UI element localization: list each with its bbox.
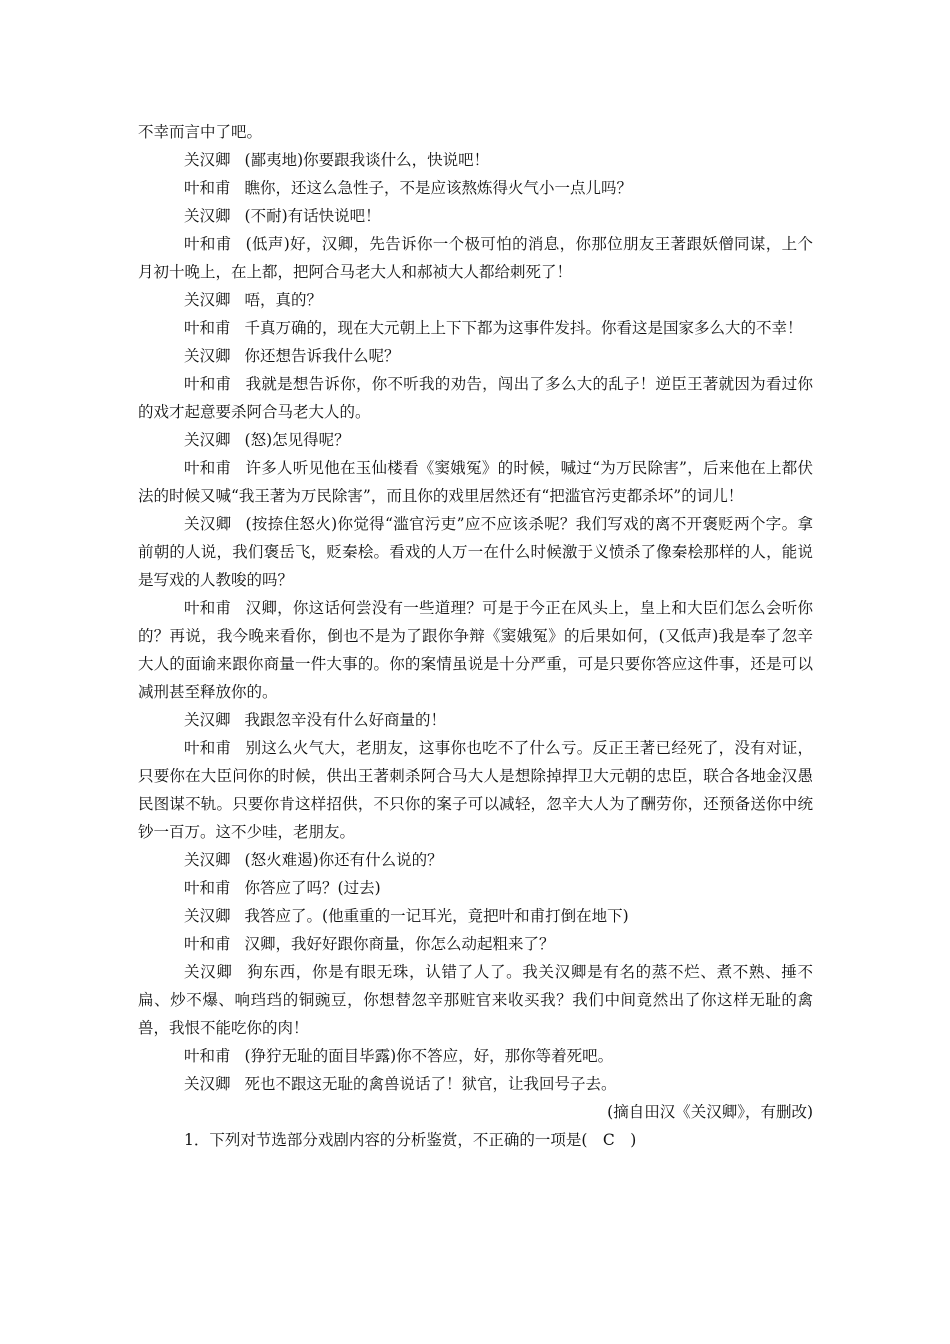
dialogue-line [138, 874, 813, 902]
line-text: 你答应了吗？(过去) [244, 879, 381, 897]
dialogue-line [138, 174, 813, 202]
line-text: 狗东西，你是有眼无珠，认错了人了。我关汉卿是有名的蒸不烂、煮不熟、捶不扁、炒不爆、响珰珰的铜豌豆，你想替忽辛那赃官来收买我？我们中间竟然出了你这样无耻的禽兽，我恨不能吃你的肉！ [138, 963, 813, 1037]
dialogue-line [138, 454, 813, 510]
dialogue-line [138, 426, 813, 454]
dialogue-line [138, 342, 813, 370]
line-text: 我跟忽辛没有什么好商量的！ [244, 711, 447, 729]
line-text: 许多人听见他在玉仙楼看《窦娥冤》的时候，喊过“为万民除害”，后来他在上都伏法的时候又喊“我王著为万民除害”，而且你的戏里居然还有“把滥官污吏都杀坏”的词儿！ [138, 459, 813, 505]
speaker-name: 关汉卿 [184, 1075, 231, 1093]
line-text: (按捺住怒火)你觉得“滥官污吏”应不应该杀呢？我们写戏的离不开褒贬两个字。拿前朝的人说，我们褒岳飞，贬秦桧。看戏的人万一在什么时候激于义愤杀了像秦桧那样的人，能说是写戏的人教唆的吗？ [138, 515, 813, 589]
source-citation: (摘自田汉《关汉卿》，有删改) [607, 1103, 813, 1121]
line-text: 你还想告诉我什么呢？ [244, 347, 400, 365]
speaker-name: 叶和甫 [184, 319, 231, 337]
script-excerpt [138, 118, 813, 1154]
dialogue-line [138, 930, 813, 958]
line-text: 千真万确的，现在大元朝上上下下都为这事件发抖。你看这是国家多么大的不幸！ [244, 319, 803, 337]
speaker-name: 关汉卿 [184, 515, 232, 533]
speaker-name: 叶和甫 [184, 235, 232, 253]
speaker-name: 关汉卿 [184, 291, 231, 309]
line-text: 我就是想告诉你，你不听我的劝告，闯出了多么大的乱子！逆臣王著就因为看过你的戏才起意要杀阿合马老大人的。 [138, 375, 813, 421]
dialogue-line [138, 370, 813, 426]
line-text: 死也不跟这无耻的禽兽说话了！狱官，让我回号子去。 [244, 1075, 617, 1093]
dialogue-line [138, 146, 813, 174]
line-text: 我答应了。(他重重的一记耳光，竟把叶和甫打倒在地下) [244, 907, 629, 925]
line-text: 汉卿，我好好跟你商量，你怎么动起粗来了？ [244, 935, 555, 953]
speaker-name: 叶和甫 [184, 1047, 231, 1065]
line-text: (怒火难遏)你还有什么说的？ [244, 851, 443, 869]
speaker-name: 关汉卿 [184, 851, 231, 869]
speaker-name: 关汉卿 [184, 347, 231, 365]
speaker-name: 关汉卿 [184, 711, 231, 729]
line-text: (低声)好，汉卿，先告诉你一个极可怕的消息，你那位朋友王著跟妖僧同谋，上个月初十晚上，在上都，把阿合马老大人和郝祯大人都给刺死了！ [138, 235, 813, 281]
line-text: (鄙夷地)你要跟我谈什么，快说吧！ [244, 151, 490, 169]
dialogue-line [138, 706, 813, 734]
speaker-name: 叶和甫 [184, 599, 232, 617]
speaker-name: 关汉卿 [184, 207, 231, 225]
line-text: (怒)怎见得呢？ [244, 431, 350, 449]
speaker-name: 关汉卿 [184, 151, 231, 169]
continuation-line: 不幸而言中了吧。 [138, 123, 263, 141]
dialogue-line [138, 510, 813, 594]
dialogue-line [138, 314, 813, 342]
speaker-name: 叶和甫 [184, 375, 232, 393]
line-text: 唔，真的？ [244, 291, 323, 309]
dialogue-line [138, 1042, 813, 1070]
dialogue-line [138, 902, 813, 930]
speaker-name: 叶和甫 [184, 179, 231, 197]
speaker-name: 叶和甫 [184, 459, 232, 477]
dialogue-line [138, 1070, 813, 1098]
line-text: 瞧你，还这么急性子，不是应该熬炼得火气小一点儿吗？ [244, 179, 633, 197]
dialogue-line [138, 734, 813, 846]
speaker-name: 关汉卿 [184, 431, 231, 449]
dialogue-line [138, 846, 813, 874]
line-text: (不耐)有话快说吧！ [244, 207, 381, 225]
dialogue-line [138, 202, 813, 230]
dialogue [138, 146, 813, 1098]
line-text: 别这么火气大，老朋友，这事你也吃不了什么亏。反正王著已经死了，没有对证，只要你在大臣问你的时候，供出王著刺杀阿合马大人是想除掉捍卫大元朝的忠臣，联合各地金汉愚民图谋不轨。只要你肯这样招供，不只你的案子可以减轻，忽辛大人为了酬劳你，还预备送你中统钞一百万。这不少哇，老朋友。 [138, 739, 813, 841]
dialogue-line [138, 594, 813, 706]
speaker-name: 叶和甫 [184, 879, 231, 897]
line-text: 汉卿，你这话何尝没有一些道理？可是于今正在风头上，皇上和大臣们怎么会听你的？再说，我今晚来看你，倒也不是为了跟你争辩《窦娥冤》的后果如何，(又低声)我是奉了忽辛大人的面谕来跟你商量一件大事的。你的案情虽说是十分严重，可是只要你答应这件事，还是可以减刑甚至释放你的。 [138, 599, 813, 701]
speaker-name: 关汉卿 [184, 963, 233, 981]
dialogue-line [138, 286, 813, 314]
line-text: (狰狞无耻的面目毕露)你不答应，好，那你等着死吧。 [244, 1047, 614, 1065]
dialogue-line [138, 230, 813, 286]
speaker-name: 叶和甫 [184, 935, 231, 953]
speaker-name: 叶和甫 [184, 739, 232, 757]
speaker-name: 关汉卿 [184, 907, 231, 925]
dialogue-line [138, 958, 813, 1042]
question-1: 1．下列对节选部分戏剧内容的分析鉴赏，不正确的一项是( C ) [184, 1131, 637, 1149]
